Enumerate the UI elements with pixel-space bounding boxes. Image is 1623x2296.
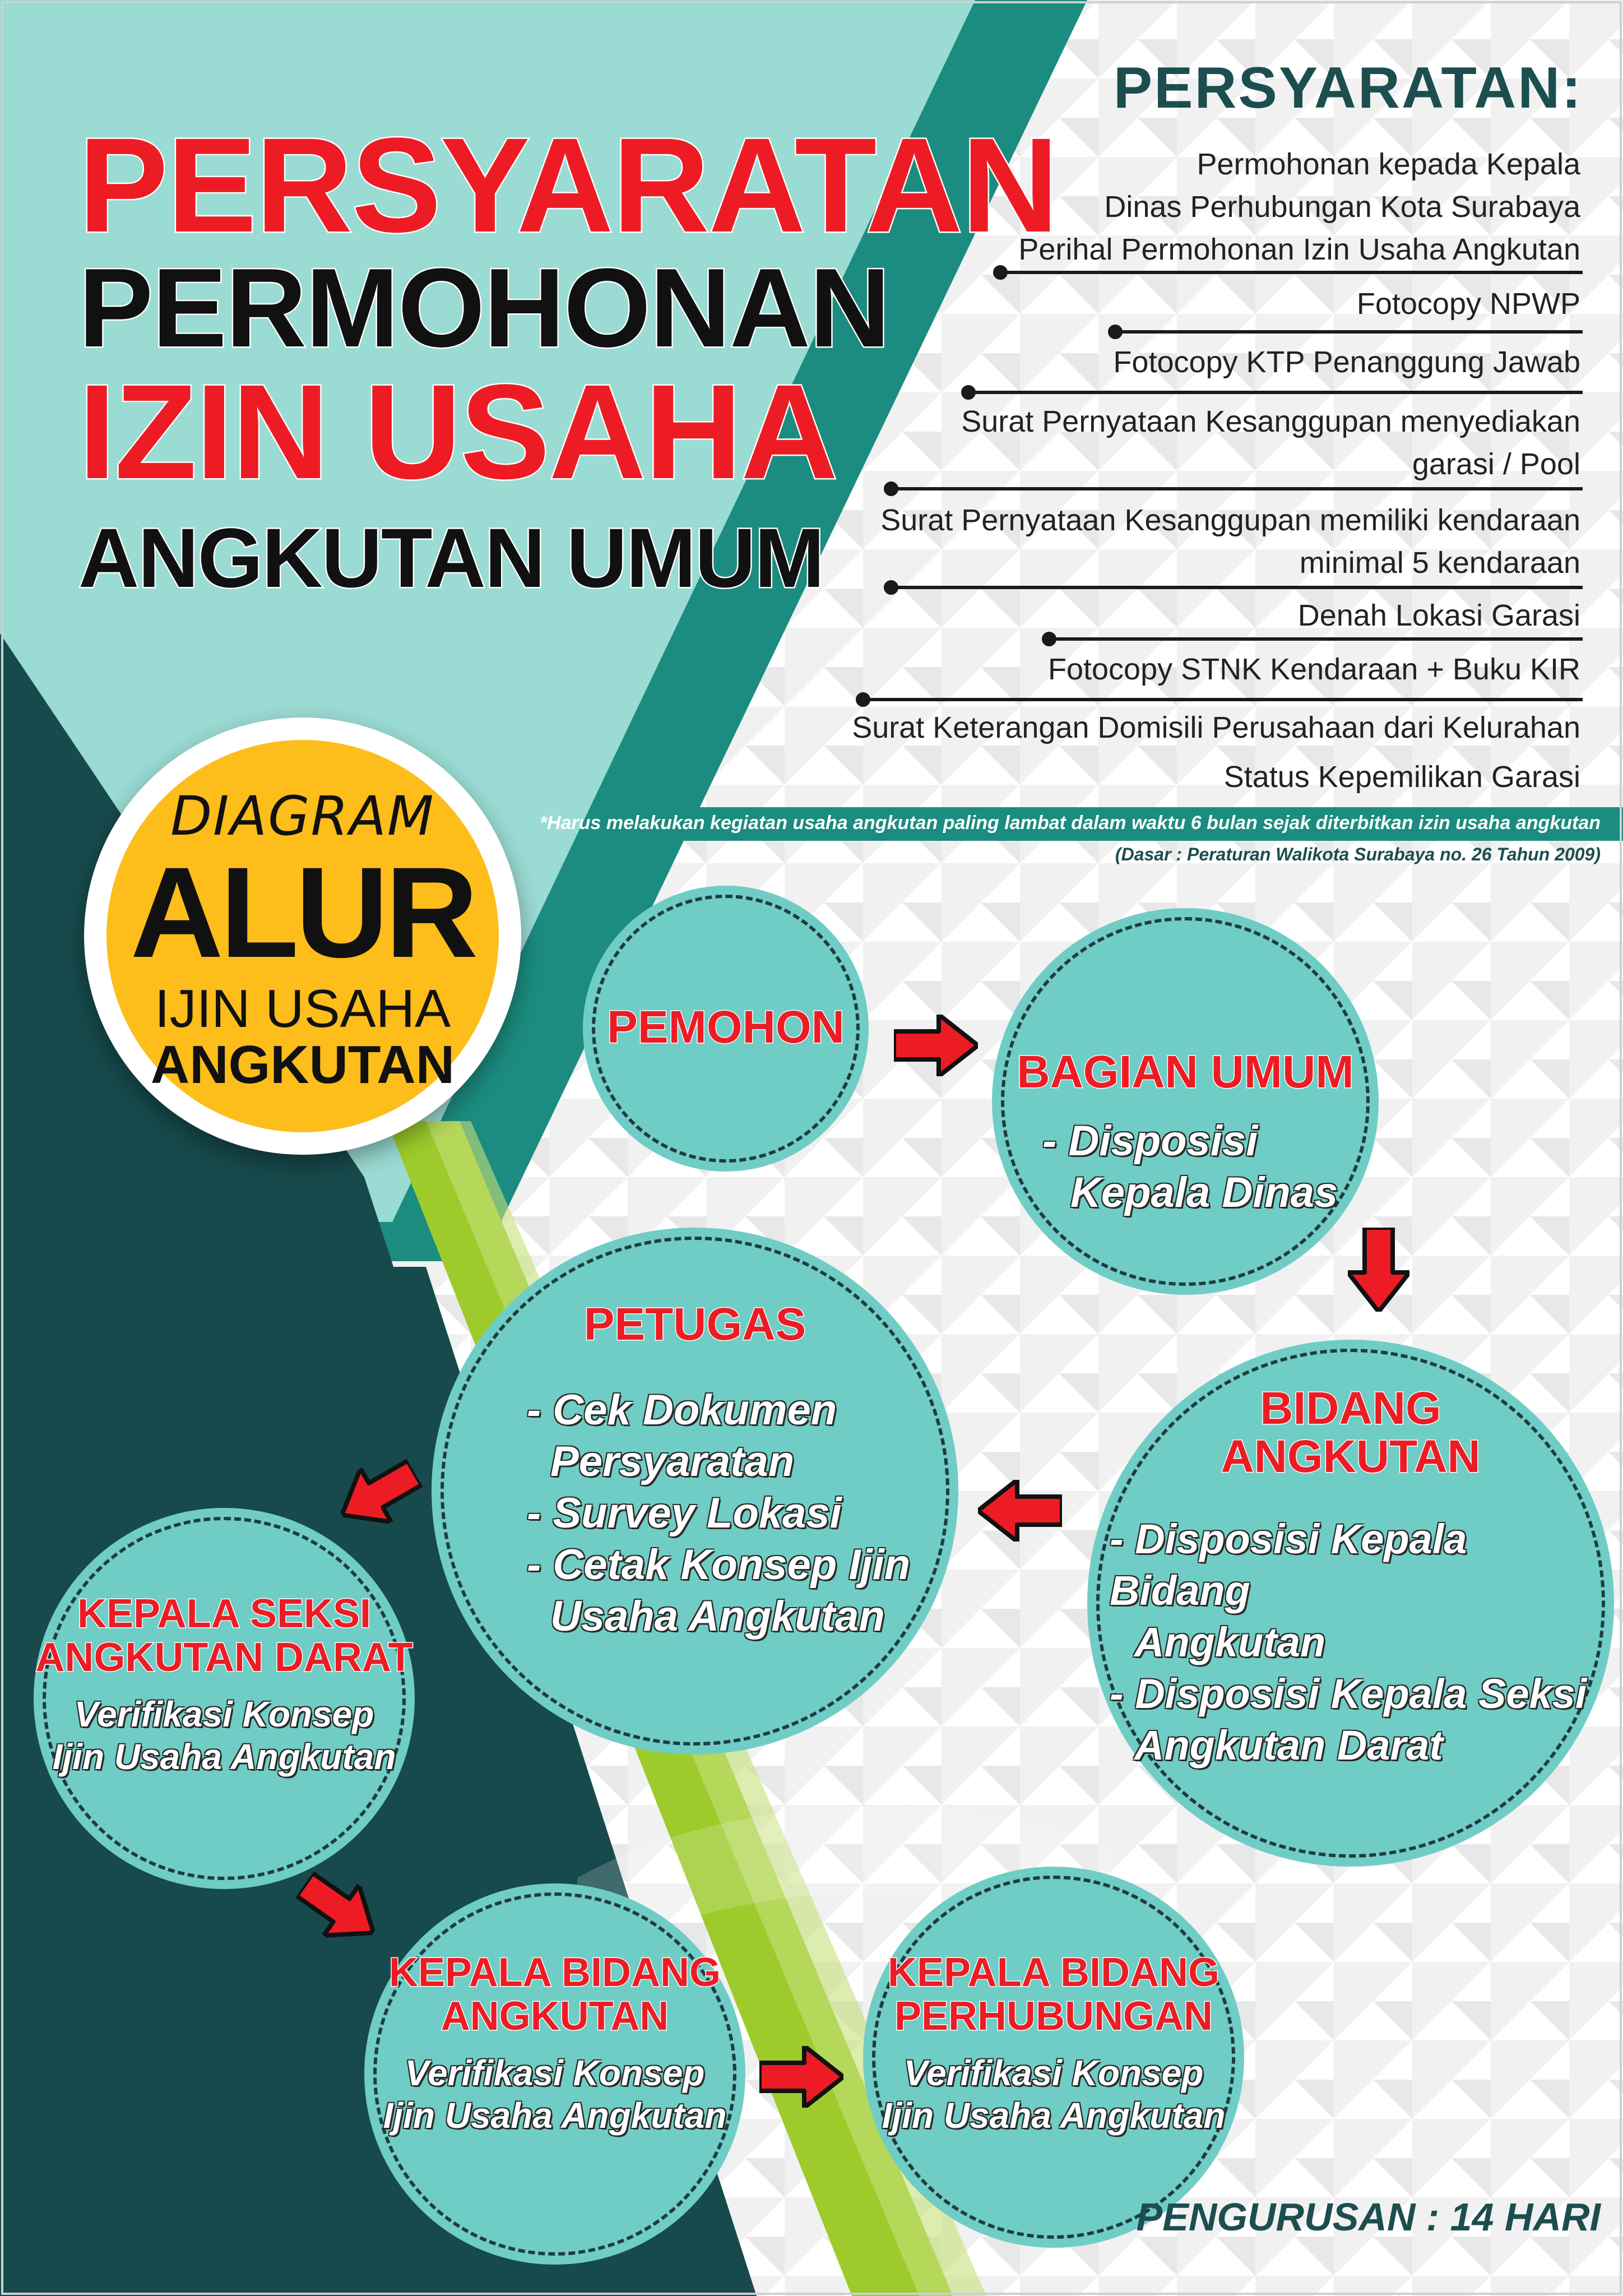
- arrow-left-icon: [978, 1480, 1062, 1542]
- title-line-1: PERSYARATAN: [78, 110, 1058, 260]
- node-body-line: Verifikasi Konsep: [74, 1694, 374, 1734]
- arrow-down-icon: [1348, 1228, 1409, 1312]
- node-body-line: Verifikasi Konsep: [903, 2053, 1204, 2093]
- requirement-text: Fotocopy STNK Kendaraan + Buku KIR: [1047, 652, 1580, 686]
- node-body-line: - Disposisi Kepala Bidang: [1110, 1516, 1467, 1614]
- node-title: [1087, 1385, 1614, 1481]
- processing-duration: PENGURUSAN : 14 HARI: [1136, 2195, 1601, 2239]
- requirement-text: Fotocopy KTP Penanggung Jawab: [1113, 345, 1580, 379]
- arrow-right-icon: [894, 1015, 978, 1076]
- requirement-item: [880, 499, 1580, 584]
- requirement-text: Surat Pernyataan Kesanggupan menyediakan: [961, 405, 1580, 438]
- node-body-line: Angkutan Darat: [1134, 1722, 1443, 1769]
- requirement-text: Fotocopy NPWP: [1356, 287, 1580, 321]
- node-body-line: - Cek Dokumen: [527, 1386, 837, 1434]
- node-body: [863, 2052, 1244, 2137]
- node-kabid-angkutan: [364, 1883, 745, 2265]
- requirement-item: [1018, 143, 1580, 271]
- title-line-2: PERMOHONAN: [78, 246, 889, 371]
- node-title-line: KEPALA SEKSI: [77, 1591, 372, 1636]
- title-line-4: ANGKUTAN UMUM: [78, 511, 824, 605]
- node-body: [364, 2052, 745, 2137]
- requirements-heading: PERSYARATAN:: [1113, 55, 1583, 121]
- requirement-text: Surat Keterangan Domisili Perusahaan dari Kelurahan: [852, 711, 1580, 744]
- node-body-line: Kepala Dinas: [1070, 1169, 1338, 1216]
- node-title-line: KEPALA BIDANG: [389, 1950, 721, 1995]
- node-petugas: [432, 1228, 958, 1755]
- node-bidang-angkutan: [1087, 1340, 1614, 1867]
- node-kasi-angkutan-darat: [34, 1508, 415, 1889]
- arrow-right-icon: [759, 2046, 843, 2108]
- node-title-line: PERHUBUNGAN: [894, 1994, 1213, 2039]
- requirement-text: minimal 5 kendaraan: [1299, 546, 1580, 580]
- node-title: [34, 1592, 415, 1679]
- requirement-item: [1113, 341, 1580, 383]
- node-body-line: Verifikasi Konsep: [405, 2053, 705, 2093]
- requirement-text: Status Kepemilikan Garasi: [1223, 760, 1580, 794]
- badge-line-3: IJIN USAHA: [154, 979, 451, 1039]
- node-body-line: - Disposisi Kepala Seksi: [1110, 1670, 1587, 1717]
- node-pemohon: [583, 886, 869, 1172]
- node-title-line: ANGKUTAN DARAT: [35, 1635, 413, 1680]
- node-title-line: ANGKUTAN: [1221, 1431, 1481, 1482]
- requirement-text: garasi / Pool: [1412, 447, 1580, 481]
- node-title: PEMOHON: [607, 1002, 845, 1053]
- requirement-text: Denah Lokasi Garasi: [1297, 599, 1580, 632]
- node-body: [527, 1385, 910, 1642]
- node-body-line: Persyaratan: [550, 1438, 795, 1485]
- requirement-item: [1357, 283, 1580, 325]
- node-body-line: Usaha Angkutan: [550, 1593, 885, 1640]
- requirement-text: Perihal Permohonan Izin Usaha Angkutan: [1018, 233, 1580, 266]
- node-title-line: KEPALA BIDANG: [888, 1950, 1219, 1995]
- node-body: [1042, 1115, 1338, 1219]
- requirement-item: [1298, 594, 1580, 637]
- requirements-note: *Harus melakukan kegiatan usaha angkutan paling lambat dalam waktu 6 bulan sejak diterbitkan izin usaha angkutan: [539, 812, 1601, 834]
- badge-inner: [106, 740, 499, 1132]
- requirement-item: [1048, 648, 1580, 691]
- node-kabid-perhubungan: [863, 1867, 1244, 2248]
- legal-basis: (Dasar : Peraturan Walikota Surabaya no. 26 Tahun 2009): [1115, 844, 1601, 864]
- requirement-item: [1224, 756, 1580, 798]
- node-title: BAGIAN UMUM: [1017, 1047, 1354, 1098]
- node-title: [863, 1951, 1244, 2038]
- node-title: PETUGAS: [583, 1299, 806, 1350]
- node-title-line: BIDANG: [1260, 1383, 1441, 1434]
- requirement-text: Permohonan kepada Kepala: [1197, 147, 1580, 181]
- node-body-line: - Disposisi: [1042, 1117, 1258, 1165]
- node-body: [34, 1693, 415, 1778]
- title-line-3: IZIN USAHA: [78, 357, 837, 507]
- node-body-line: Ijin Usaha Angkutan: [52, 1737, 396, 1777]
- node-body-line: Angkutan: [1134, 1619, 1326, 1665]
- badge-line-4: ANGKUTAN: [150, 1035, 455, 1095]
- badge-line-2: ALUR: [130, 840, 475, 984]
- requirement-item: [961, 400, 1580, 485]
- requirement-text: Surat Pernyataan Kesanggupan memiliki kendaraan: [880, 503, 1580, 537]
- node-body-line: Ijin Usaha Angkutan: [383, 2095, 727, 2136]
- badge-line-1: DIAGRAM: [170, 785, 435, 848]
- node-title: [364, 1951, 745, 2038]
- requirement-item: [852, 706, 1580, 749]
- node-body-line: - Cetak Konsep Ijin: [527, 1541, 911, 1589]
- node-title-line: ANGKUTAN: [440, 1994, 669, 2039]
- node-body-line: Ijin Usaha Angkutan: [882, 2095, 1226, 2136]
- node-body: [1110, 1513, 1614, 1771]
- requirement-text: Dinas Perhubungan Kota Surabaya: [1104, 190, 1580, 224]
- node-body-line: - Survey Lokasi: [527, 1489, 842, 1537]
- node-bagian-umum: [992, 908, 1379, 1295]
- diagram-badge: [84, 718, 521, 1155]
